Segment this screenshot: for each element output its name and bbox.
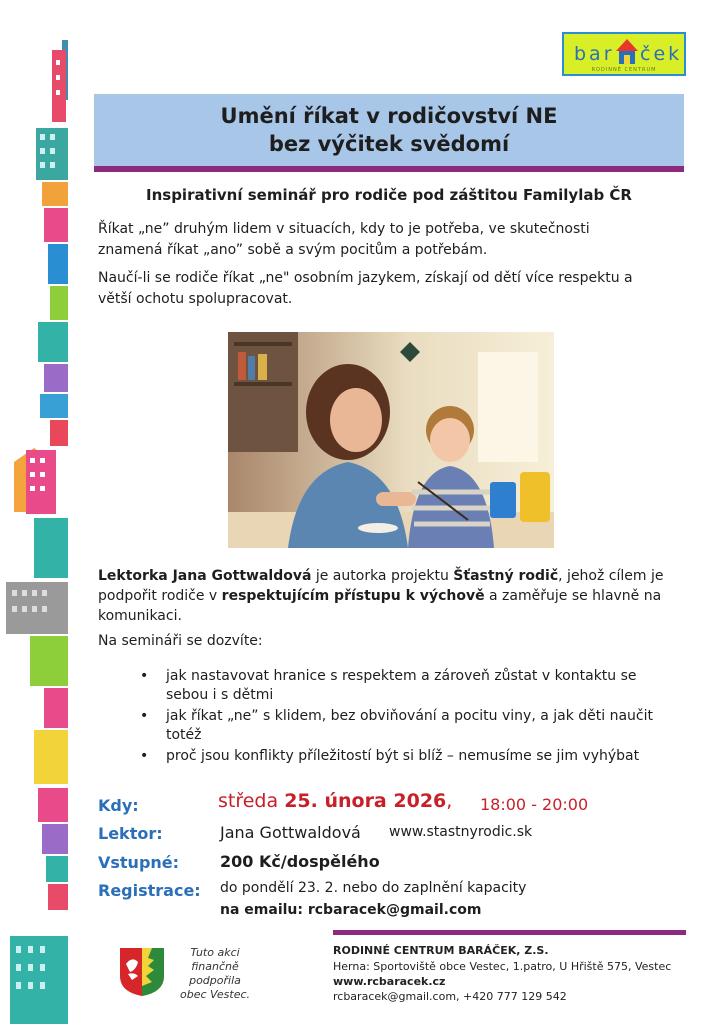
learn-heading: Na semináři se dozvíte: (98, 633, 263, 649)
when-comma: , (446, 790, 453, 812)
lecturer-paragraph (98, 566, 678, 626)
bullet-dot: • (140, 748, 149, 764)
seminar-subtitle: Inspirativní seminář pro rodiče pod záštitou Familylab ČR (146, 186, 632, 204)
lecturer-name-bold: Lektorka Jana Gottwaldová (98, 568, 312, 584)
list-item (140, 667, 670, 707)
approach-bold: respektujícím přístupu k výchově (221, 588, 485, 604)
registration-label: Registrace: (98, 881, 201, 900)
support-line: Tuto akci (190, 946, 240, 959)
project-name-bold: Šťastný rodič (453, 568, 559, 584)
lecturer-line2 (98, 586, 678, 606)
org-contact: rcbaracek@gmail.com, +420 777 129 542 (333, 990, 567, 1003)
intro-paragraph-2 (98, 268, 678, 310)
lecturer-text: , jehož cílem je (558, 568, 664, 584)
intro-p2-line2: větší ochotu spolupracovat. (98, 291, 293, 307)
lecturer-website-link[interactable]: www.stastnyrodic.sk (389, 824, 533, 840)
logo-text-right: ček (640, 43, 683, 65)
org-address: Herna: Sportoviště obce Vestec, 1.patro, U Hřiště 575, Vestec (333, 960, 672, 973)
bullet-dot: • (140, 668, 149, 684)
support-line: obec Vestec. (179, 988, 251, 1001)
lecturer-text: je autorka projektu (311, 568, 454, 584)
support-line: podpořila (189, 974, 241, 987)
footer-divider (333, 930, 686, 935)
bullet-line: sebou i s dětmi (166, 687, 274, 703)
when-day: středa (218, 790, 285, 812)
when-time: 18:00 - 20:00 (480, 795, 589, 814)
org-website-link[interactable]: www.rcbaracek.cz (333, 975, 446, 988)
when-date: 25. února 2026 (284, 790, 447, 812)
registration-deadline: do pondělí 23. 2. nebo do zaplnění kapacity (220, 880, 527, 896)
lecturer-name: Jana Gottwaldová (220, 823, 361, 842)
lecturer-line1 (98, 566, 678, 586)
when-value (218, 790, 452, 812)
baracek-logo (562, 32, 686, 76)
lecturer-label: Lektor: (98, 824, 163, 843)
org-name: RODINNÉ CENTRUM BARÁČEK, Z.S. (333, 944, 549, 957)
intro-p1-line2: znamená říkat „ano” sobě a svým pocitům a potřebám. (98, 242, 488, 258)
fee-value: 200 Kč/dospělého (220, 852, 380, 871)
title-band (94, 94, 684, 172)
list-item (140, 747, 670, 767)
bullet-dot: • (140, 708, 149, 724)
list-item (140, 707, 670, 747)
lecturer-text: a zaměřuje se hlavně na (484, 588, 662, 604)
page-title-line1: Umění říkat v rodičovství NE (220, 104, 558, 128)
intro-p2-line1: Naučí-li se rodiče říkat „ne" osobním jazykem, získají od dětí více respektu a (98, 270, 633, 286)
house-icon (616, 39, 638, 65)
vestec-coat-of-arms-icon (118, 946, 166, 998)
bullet-line: proč jsou konflikty příležitostí být si blíž – nemusíme se jim vyhýbat (166, 748, 640, 764)
support-note (175, 946, 255, 1002)
intro-p1-line1: Říkat „ne” druhým lidem v situacích, kdy to je potřeba, ve skutečnosti (98, 221, 590, 237)
fee-label: Vstupné: (98, 853, 180, 872)
intro-paragraph-1 (98, 219, 678, 261)
decorative-buildings-strip (0, 30, 72, 1024)
lecturer-line3: komunikaci. (98, 608, 182, 624)
page-title-line2: bez výčitek svědomí (268, 132, 510, 156)
logo-text-left: bar (574, 43, 615, 65)
logo-subtitle: RODINNÉ CENTRUM (591, 67, 657, 73)
mother-and-child-painting-photo (228, 332, 554, 548)
bullet-line: totéž (166, 727, 202, 743)
registration-email[interactable]: na emailu: rcbaracek@gmail.com (220, 902, 482, 918)
lecturer-text: podpořit rodiče v (98, 588, 222, 604)
bullet-line: jak říkat „ne” s klidem, bez obviňování a pocitu viny, a jak děti naučit (166, 708, 654, 724)
bullet-line: jak nastavovat hranice s respektem a zároveň zůstat v kontaktu se (166, 668, 637, 684)
when-label: Kdy: (98, 796, 139, 815)
support-line: finančně (191, 960, 239, 973)
